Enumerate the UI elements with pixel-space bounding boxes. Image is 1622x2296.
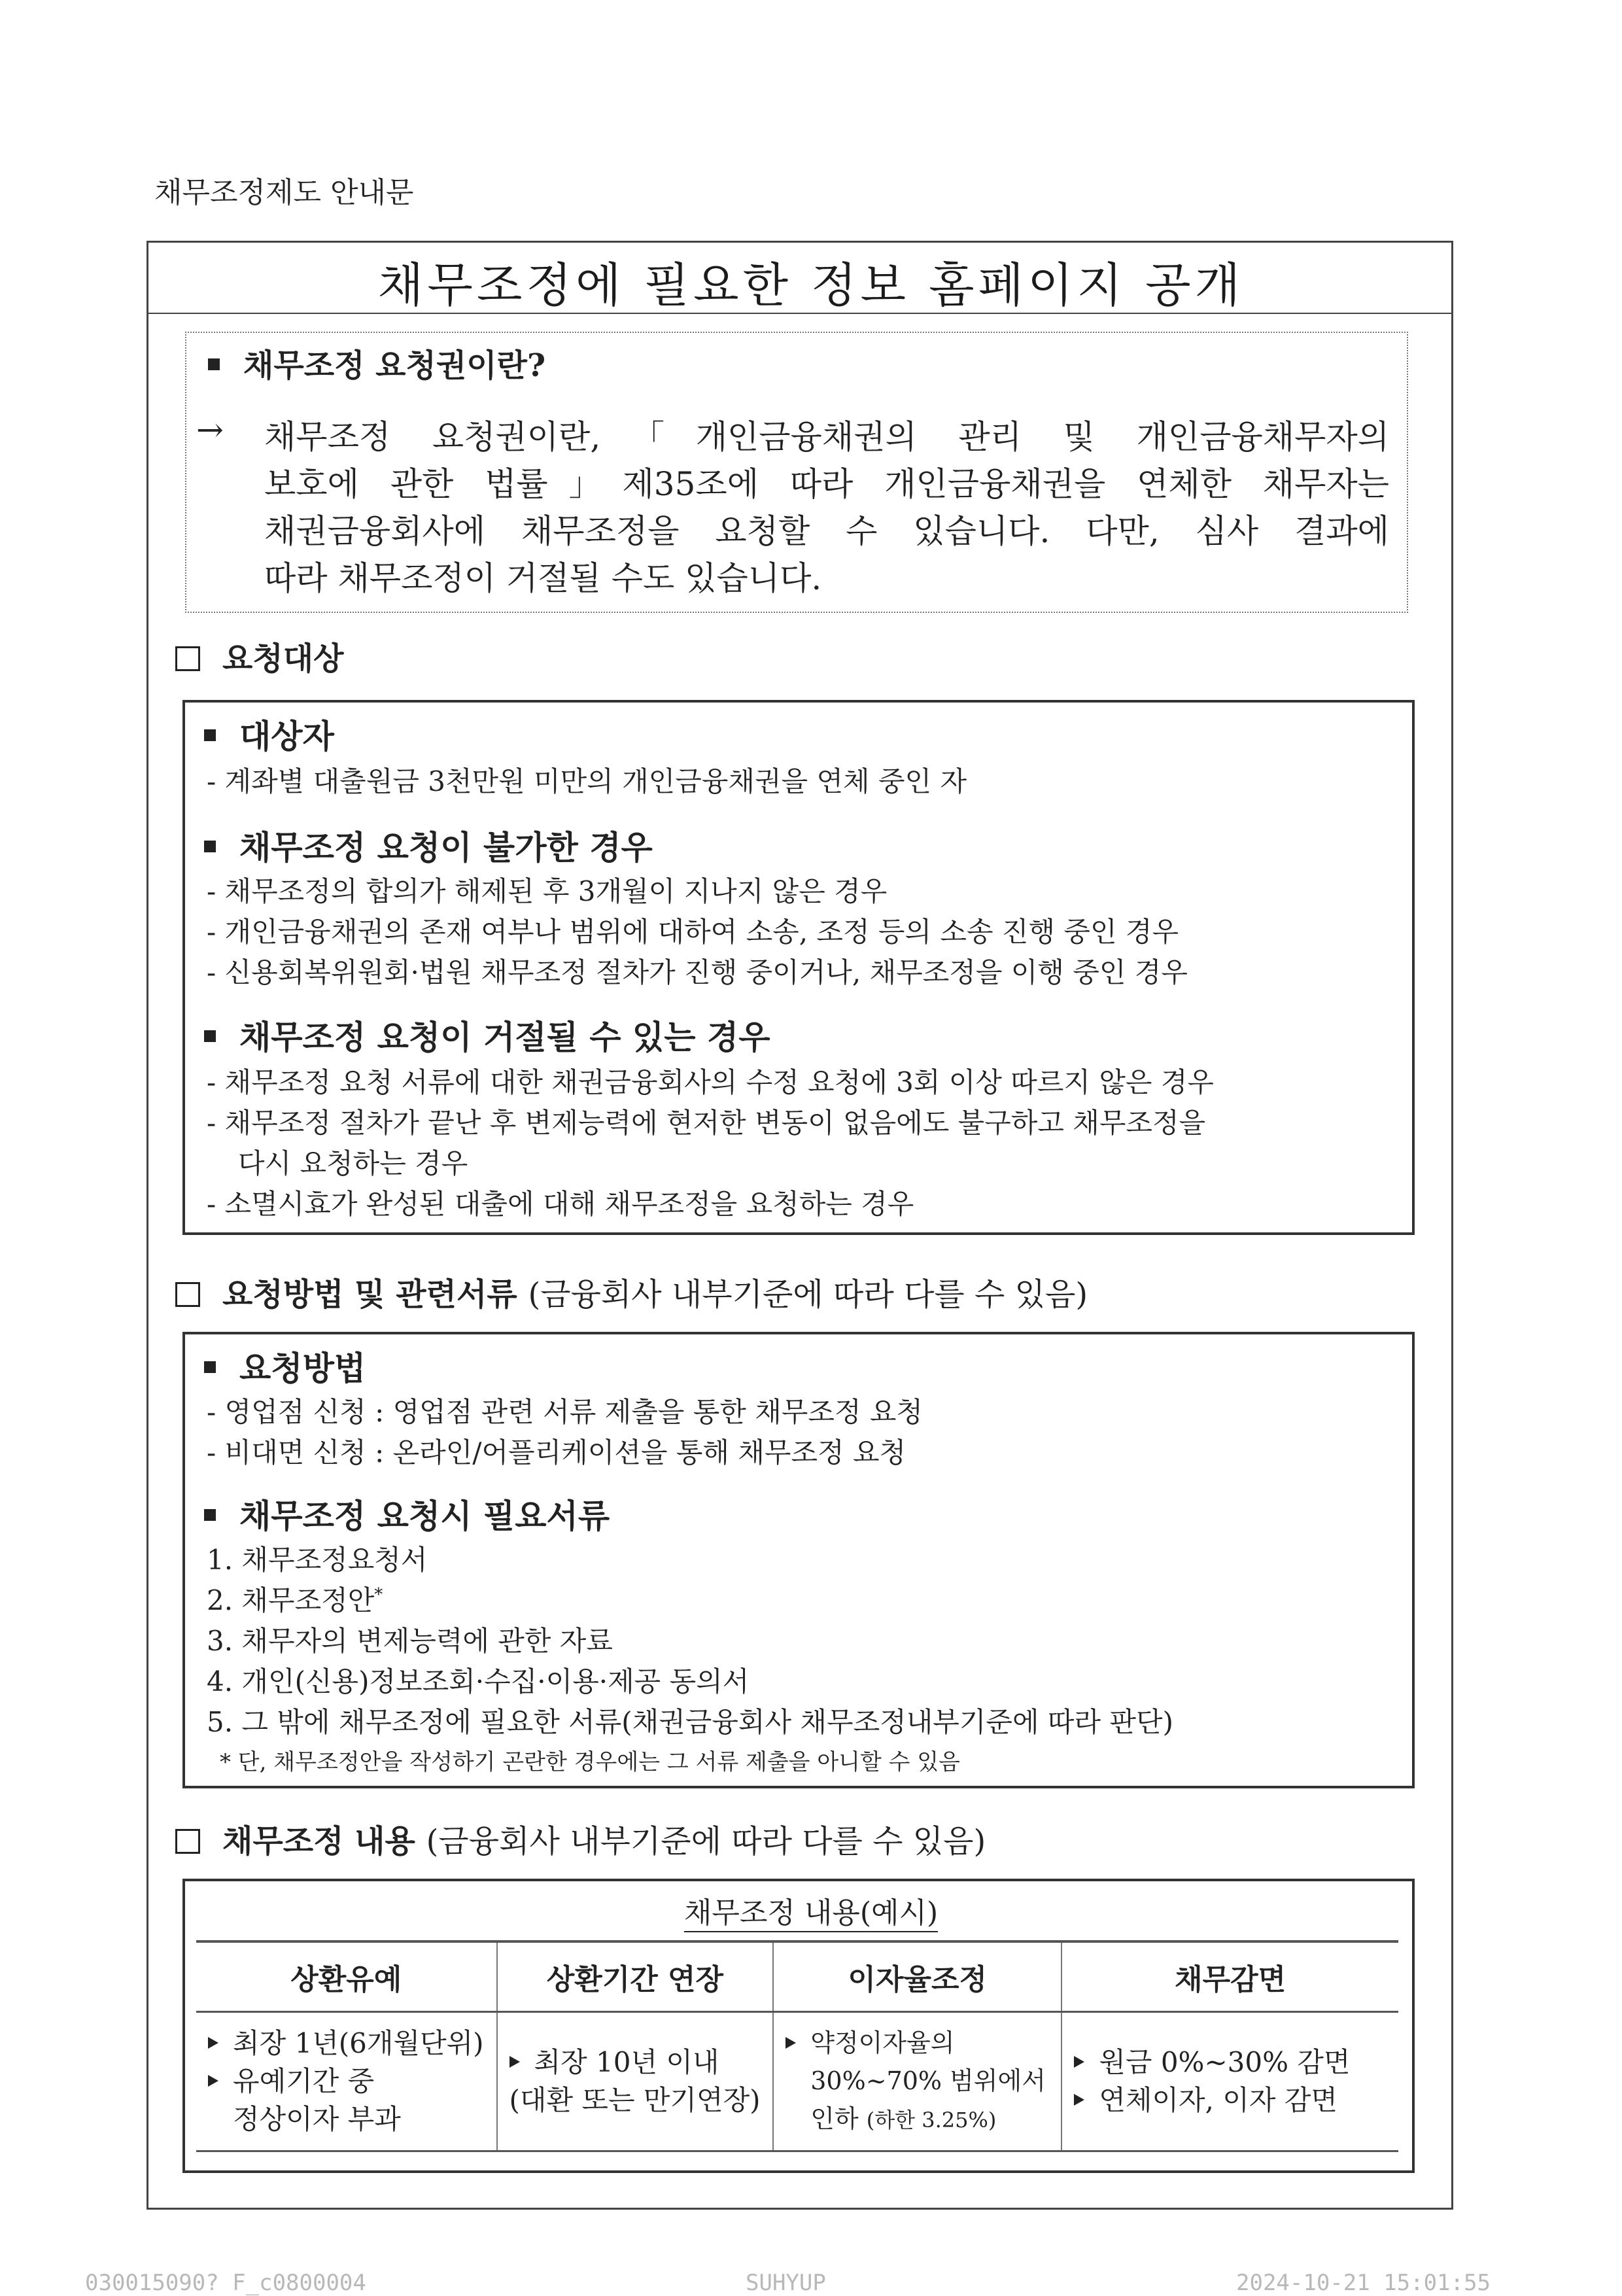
square-bullet-icon <box>204 841 216 852</box>
subsection-heading: 채무조정 요청이 거절될 수 있는 경우 <box>204 1011 770 1058</box>
subsection-heading: 채무조정 요청시 필요서류 <box>204 1490 610 1537</box>
triangle-bullet-icon <box>785 2037 796 2049</box>
square-bullet-icon <box>204 1361 216 1373</box>
table-header-cell: 이자율조정 <box>773 1941 1061 2012</box>
section-heading-target: 요청대상 <box>175 633 343 678</box>
list-item: 4. 개인(신용)정보조회·수집·이용·제공 동의서 <box>207 1665 750 1697</box>
square-bullet-icon <box>204 729 216 741</box>
definition-line: 보호에 관한 법률」제35조에 따라 개인금융채권을 연체한 채무자는 <box>264 465 1389 503</box>
table-cell: 최장 10년 이내 (대환 또는 만기연장) <box>497 2012 774 2151</box>
table-header-cell: 채무감면 <box>1061 1941 1398 2012</box>
list-item: 다시 요청하는 경우 <box>238 1147 468 1179</box>
subsection-heading: 대상자 <box>204 710 334 757</box>
list-item: - 영업점 신청 : 영업점 관련 서류 제출을 통한 채무조정 요청 <box>207 1396 923 1428</box>
checkbox-square-icon <box>175 1282 200 1307</box>
content-table <box>196 1940 1398 2152</box>
triangle-bullet-icon <box>208 2037 218 2049</box>
section-heading-method: 요청방법 및 관련서류 (금융회사 내부기준에 따라 다를 수 있음) <box>175 1269 1088 1314</box>
list-item: - 채무조정 요청 서류에 대한 채권금융회사의 수정 요청에 3회 이상 따르지 않은 경우 <box>207 1066 1214 1098</box>
triangle-bullet-icon <box>1074 2056 1084 2068</box>
footer-timestamp: 2024-10-21 15:01:55 <box>1236 2270 1491 2296</box>
triangle-bullet-icon <box>208 2075 218 2087</box>
checkbox-square-icon <box>175 1829 200 1854</box>
list-item: - 신용회복위원회·법원 채무조정 절차가 진행 중이거나, 채무조정을 이행 중인 경우 <box>207 956 1188 988</box>
list-item: 3. 채무자의 변제능력에 관한 자료 <box>207 1625 613 1657</box>
square-bullet-icon <box>204 1509 216 1521</box>
footer-sender: SUHYUP <box>746 2270 826 2296</box>
title-divider <box>147 313 1453 314</box>
square-bullet-icon <box>204 1030 216 1042</box>
list-item: - 소멸시효가 완성된 대출에 대해 채무조정을 요청하는 경우 <box>207 1188 914 1220</box>
list-item: 2. 채무조정안* <box>207 1584 383 1616</box>
table-header-cell: 상환유예 <box>196 1941 497 2012</box>
table-header-row <box>196 1941 1398 2012</box>
table-cell: 원금 0%~30% 감면 연체이자, 이자 감면 <box>1061 2012 1398 2151</box>
square-bullet-icon <box>208 358 220 370</box>
table-cell: 약정이자율의 30%~70% 범위에서 인하 (하한 3.25%) <box>773 2012 1061 2151</box>
table-caption: 채무조정 내용(예시) <box>0 1889 1622 1931</box>
subsection-heading: 채무조정 요청이 불가한 경우 <box>204 822 653 869</box>
list-item: - 채무조정 절차가 끝난 후 변제능력에 현저한 변동이 없음에도 불구하고 채무조정을 <box>207 1107 1206 1139</box>
footer-doc-id: 030015090? F_c0800004 <box>85 2270 366 2296</box>
definition-line: 채무조정 요청권이란,「개인금융채권의 관리 및 개인금융채무자의 <box>264 418 1389 456</box>
document-label: 채무조정제도 안내문 <box>154 176 414 209</box>
footnote: * 단, 채무조정안을 작성하기 곤란한 경우에는 그 서류 제출을 아니할 수 있음 <box>220 1749 961 1775</box>
table-cell: 최장 1년(6개월단위) 유예기간 중 정상이자 부과 <box>196 2012 497 2151</box>
list-item: - 계좌별 대출원금 3천만원 미만의 개인금융채권을 연체 중인 자 <box>207 765 967 797</box>
list-item: - 비대면 신청 : 온라인/어플리케이션을 통해 채무조정 요청 <box>207 1436 906 1469</box>
checkbox-square-icon <box>175 646 200 671</box>
definition-heading: 채무조정 요청권이란? <box>208 340 545 385</box>
subsection-heading: 요청방법 <box>204 1342 366 1389</box>
table-header-cell: 상환기간 연장 <box>497 1941 774 2012</box>
list-item: - 채무조정의 합의가 해제된 후 3개월이 지나지 않은 경우 <box>207 875 888 907</box>
table-row <box>196 2012 1398 2151</box>
triangle-bullet-icon <box>509 2056 520 2068</box>
list-item: - 개인금융채권의 존재 여부나 범위에 대하여 소송, 조정 등의 소송 진행 중인 경우 <box>207 916 1179 948</box>
triangle-bullet-icon <box>1074 2094 1084 2106</box>
list-item: 5. 그 밖에 채무조정에 필요한 서류(채권금융회사 채무조정내부기준에 따라 판단) <box>207 1706 1173 1738</box>
list-item: 1. 채무조정요청서 <box>207 1544 428 1576</box>
definition-line: 채권금융회사에 채무조정을 요청할 수 있습니다. 다만, 심사 결과에 <box>264 512 1389 550</box>
right-arrow-icon: → <box>196 411 224 449</box>
definition-line: 따라 채무조정이 거절될 수도 있습니다. <box>264 559 822 597</box>
section-heading-content: 채무조정 내용 (금융회사 내부기준에 따라 다를 수 있음) <box>175 1816 986 1861</box>
page-title: 채무조정에 필요한 정보 홈페이지 공개 <box>377 258 1245 313</box>
